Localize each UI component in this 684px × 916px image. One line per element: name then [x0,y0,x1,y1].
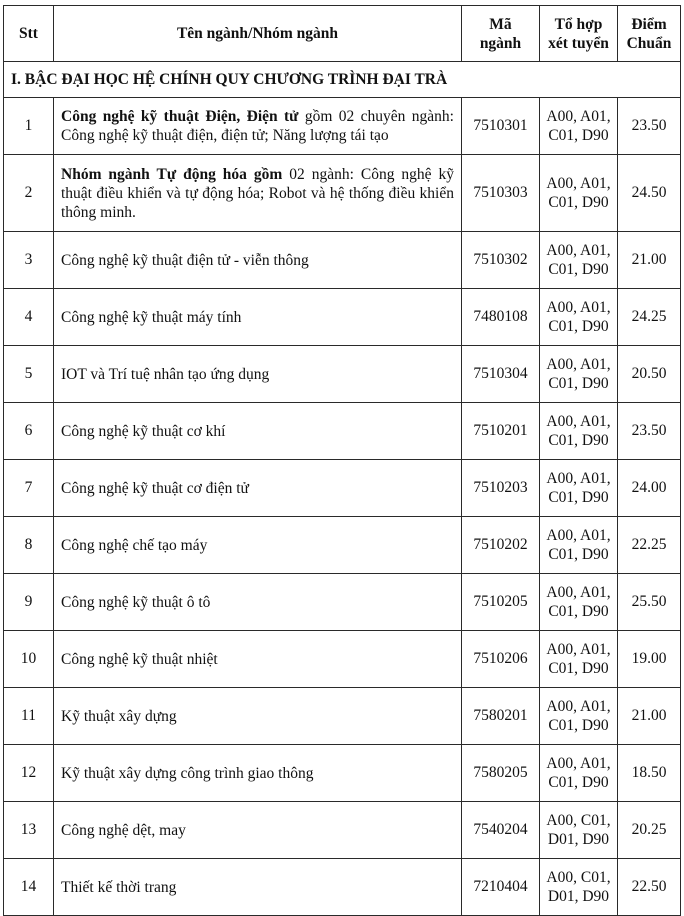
table-row [4,403,681,460]
cell-stt: 7 [4,460,54,517]
cell-code: 7580205 [462,745,540,802]
table-row [4,289,681,346]
header-name: Tên ngành/Nhóm ngành [54,6,462,62]
cell-stt: 11 [4,688,54,745]
section-row [4,62,681,98]
cell-score: 18.50 [618,745,681,802]
cell-combo-line1: A00, A01, [546,108,611,125]
cell-score: 22.25 [618,517,681,574]
cell-score: 22.50 [618,859,681,916]
cell-combo [540,631,618,688]
cell-combo-line1: A00, A01, [546,470,611,487]
cell-combo [540,802,618,859]
table-row [4,517,681,574]
cell-name [54,289,462,346]
cell-name [54,631,462,688]
cell-score: 21.00 [618,688,681,745]
cell-score: 23.50 [618,403,681,460]
admission-scores-document [3,5,680,916]
cell-name-text: Công nghệ kỹ thuật cơ điện tử [61,479,249,497]
cell-code: 7510202 [462,517,540,574]
cell-combo-line2: C01, D90 [548,546,609,563]
cell-name [54,574,462,631]
cell-code: 7540204 [462,802,540,859]
table-row [4,631,681,688]
cell-name [54,688,462,745]
cell-stt: 5 [4,346,54,403]
cell-stt: 2 [4,155,54,232]
cell-score: 19.00 [618,631,681,688]
cell-score: 20.50 [618,346,681,403]
table-row [4,232,681,289]
cell-combo-line2: D01, D90 [547,888,610,905]
cell-combo [540,403,618,460]
cell-score: 25.50 [618,574,681,631]
cell-combo-line1: A00, A01, [546,641,611,658]
cell-combo-line2: C01, D90 [548,432,609,449]
table-row [4,574,681,631]
table-row [4,688,681,745]
cell-code: 7510203 [462,460,540,517]
cell-name [54,859,462,916]
cell-combo-line2: C01, D90 [548,717,609,734]
cell-score: 23.50 [618,98,681,155]
cell-combo-line2: C01, D90 [548,774,609,791]
cell-name-text: Công nghệ kỹ thuật cơ khí [61,422,226,440]
cell-name [54,98,462,155]
cell-code: 7480108 [462,289,540,346]
cell-combo-line1: A00, A01, [546,584,611,601]
cell-code: 7510201 [462,403,540,460]
cell-code: 7580201 [462,688,540,745]
cell-stt: 9 [4,574,54,631]
cell-combo [540,289,618,346]
cell-combo-line2: D01, D90 [547,831,610,848]
cell-combo-line2: C01, D90 [548,375,609,392]
cell-combo-line2: C01, D90 [548,489,609,506]
cell-combo-line1: A00, C01, [546,812,611,829]
cell-name-text: Công nghệ dệt, may [61,821,186,839]
cell-stt: 14 [4,859,54,916]
cell-name-bold: Nhóm ngành Tự động hóa gồm [61,165,283,183]
cell-combo-line1: A00, A01, [546,755,611,772]
cell-score: 24.25 [618,289,681,346]
cell-stt: 12 [4,745,54,802]
cell-combo-line1: A00, A01, [546,413,611,430]
header-code: Mã ngành [462,6,540,62]
cell-name-text: gồm 02 chuyên ngành: Công nghệ kỹ thuật điện, điện tử; Năng lượng tái tạo [61,108,454,144]
cell-combo [540,517,618,574]
cell-name [54,346,462,403]
cell-combo [540,460,618,517]
table-row [4,745,681,802]
cell-score: 21.00 [618,232,681,289]
header-stt: Stt [4,6,54,62]
cell-combo-line1: A00, A01, [546,299,611,316]
cell-combo-line2: C01, D90 [548,660,609,677]
table-row [4,98,681,155]
cell-combo-line1: A00, A01, [546,356,611,373]
table-row [4,802,681,859]
cell-name-text: Kỹ thuật xây dựng [61,707,177,725]
cell-name-text: IOT và Trí tuệ nhân tạo ứng dụng [61,365,270,383]
cell-name [54,232,462,289]
cell-combo-line2: C01, D90 [548,127,609,144]
cell-combo-line2: C01, D90 [548,261,609,278]
cell-name [54,155,462,232]
table-row [4,155,681,232]
cell-stt: 1 [4,98,54,155]
cell-name [54,802,462,859]
table-header-row [4,6,681,62]
cell-combo [540,232,618,289]
cell-combo [540,346,618,403]
cell-stt: 6 [4,403,54,460]
cell-score: 20.25 [618,802,681,859]
cell-code: 7510303 [462,155,540,232]
cell-name-text: Công nghệ kỹ thuật máy tính [61,308,242,326]
cell-combo [540,859,618,916]
section-title: I. BẬC ĐẠI HỌC HỆ CHÍNH QUY CHƯƠNG TRÌNH ĐẠI TRÀ [4,62,681,98]
cell-code: 7510206 [462,631,540,688]
table-row [4,859,681,916]
cell-combo [540,745,618,802]
cell-score: 24.50 [618,155,681,232]
cell-combo-line1: A00, A01, [546,175,611,192]
cell-combo [540,688,618,745]
cell-code: 7510205 [462,574,540,631]
table-row [4,460,681,517]
cell-name-text: Công nghệ kỹ thuật ô tô [61,593,211,611]
cell-combo-line1: A00, A01, [546,527,611,544]
header-combo: Tổ hợp xét tuyển [540,6,618,62]
cell-stt: 3 [4,232,54,289]
cell-name-text: Công nghệ kỹ thuật nhiệt [61,650,218,668]
cell-code: 7210404 [462,859,540,916]
cell-combo-line1: A00, C01, [546,869,611,886]
cell-code: 7510301 [462,98,540,155]
header-score: Điểm Chuẩn [618,6,681,62]
cell-code: 7510302 [462,232,540,289]
cell-combo [540,574,618,631]
cell-name-text: 02 ngành: Công nghệ kỹ thuật điều khiển và tự động hóa; Robot và hệ thống điều khiển thông minh. [61,165,454,221]
cell-name-text: Kỹ thuật xây dựng công trình giao thông [61,764,314,782]
cell-name [54,517,462,574]
cell-name-text: Công nghệ chế tạo máy [61,536,208,554]
cell-name [54,403,462,460]
cell-name-text: Thiết kế thời trang [61,878,177,896]
cell-stt: 13 [4,802,54,859]
admission-scores-table [3,5,681,916]
cell-name [54,745,462,802]
cell-combo [540,98,618,155]
cell-combo-line2: C01, D90 [548,318,609,335]
cell-stt: 10 [4,631,54,688]
cell-stt: 4 [4,289,54,346]
cell-name [54,460,462,517]
cell-name-bold: Công nghệ kỹ thuật Điện, Điện tử [61,108,299,125]
cell-name-text: Công nghệ kỹ thuật điện tử - viễn thông [61,251,309,269]
cell-combo-line2: C01, D90 [548,194,609,211]
cell-combo-line1: A00, A01, [546,242,611,259]
cell-combo-line1: A00, A01, [546,698,611,715]
cell-code: 7510304 [462,346,540,403]
cell-stt: 8 [4,517,54,574]
cell-score: 24.00 [618,460,681,517]
cell-combo [540,155,618,232]
cell-combo-line2: C01, D90 [548,603,609,620]
table-row [4,346,681,403]
